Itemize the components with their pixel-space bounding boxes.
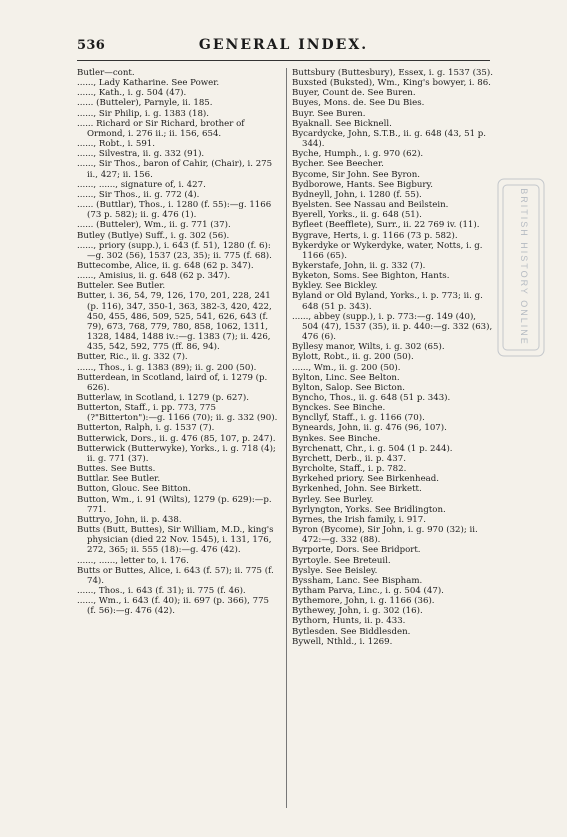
index-entry: Butterwick (Butterwyke), Yorks., i. g. 718 (4); ii. g. 771 (37). — [77, 443, 279, 464]
header-rule — [77, 60, 490, 61]
index-entry: Butts or Buttes, Alice, i. 643 (f. 57); ii. 775 (f. 74). — [77, 565, 277, 586]
index-entry: ......, ......, letter to, i. 176. — [77, 555, 189, 566]
index-entry: Butterton, Ralph, i. g. 1537 (7). — [77, 423, 215, 434]
index-entry: Bynkes. See Binche. — [292, 433, 381, 444]
index-entry: Byllesy manor, Wilts, i. g. 302 (65). — [292, 342, 445, 353]
index-entry: Bycardycke, John, S.T.B., ii. g. 648 (43, 51 p. 344). — [292, 128, 489, 150]
index-entry: Buyer, Count de. See Buren. — [292, 88, 416, 99]
index-entry: Byrtoyle. See Breteuil. — [292, 555, 391, 566]
index-entry: Bylton, Salop. See Bicton. — [292, 382, 406, 393]
index-entry: Bykley. See Bickley. — [292, 281, 378, 292]
index-entry: ...... (Butteler), Parnyle, ii. 185. — [77, 98, 213, 109]
index-entry: Byaknall. See Bicknell. — [292, 118, 392, 129]
index-entry: Byneards, John, ii. g. 476 (96, 107). — [292, 423, 447, 434]
index-entry: Byrcholte, Staff., i. p. 782. — [292, 464, 407, 475]
index-entry: Buttsbury (Buttesbury), Essex, i. g. 1537 (35). — [292, 68, 493, 78]
index-entry: Byland or Old Byland, Yorks., i. p. 773; ii. g. 648 (51 p. 343). — [292, 291, 486, 312]
index-entry: Butterton, Staff., i. pp. 773, 775 (?"Bitterton"):—g. 1166 (70); ii. g. 332 (90). — [77, 403, 278, 424]
index-entry: Buyes, Mons. de. See Du Bies. — [292, 98, 425, 109]
index-entry: Butterwick, Dors., ii. g. 476 (85, 107, p. 247). — [77, 433, 276, 444]
index-entry: Butter, Ric., ii. g. 332 (7). — [77, 352, 188, 363]
index-entry: Buttes. See Butts. — [77, 464, 156, 475]
index-entry: Bytham Parva, Linc., i. g. 504 (47). — [292, 585, 444, 596]
index-entry: ......, Sir Philip, i. g. 1383 (18). — [77, 108, 210, 119]
index-entry: ......, Lady Katharine. See Power. — [77, 78, 220, 89]
index-entry: Byrley. See Burley. — [292, 494, 374, 505]
index-entry: Byrkenhed, John. See Birkett. — [292, 484, 422, 495]
index-entry: Butteler. See Butler. — [77, 281, 166, 292]
index-entry: Button, Glouc. See Bitton. — [77, 484, 191, 495]
index-entry: Button, Wm., i. 91 (Wilts), 1279 (p. 629):—p. 771. — [77, 494, 275, 515]
index-entry: Butler—cont. — [77, 68, 135, 78]
index-entry: Byrlyngton, Yorks. See Bridlington. — [292, 504, 446, 515]
index-entry: ......, Silvestra, ii. g. 332 (91). — [77, 149, 205, 160]
index-entry: Bywell, Nthld., i. 1269. — [292, 636, 393, 647]
index-entry: ......, Robt., i. 591. — [77, 139, 155, 150]
index-entry: ......, Wm., i. 643 (f. 40); ii. 697 (p. 366), 775 (f. 56):—g. 476 (42). — [77, 596, 272, 617]
index-entry: Bythorn, Hunts, ii. p. 433. — [292, 616, 406, 627]
index-entry: Byerell, Yorks., ii. g. 648 (51). — [292, 210, 422, 221]
index-entry: ......, abbey (supp.), i. p. 773:—g. 149 (40), 504 (47), 1537 (35), ii. p. 440:—g. 332 (63), 476 (6). — [292, 311, 495, 343]
index-entry: Bythewey, John, i. g. 302 (16). — [292, 606, 423, 617]
index-entry: ......, priory (supp.), i. 643 (f. 51), 1280 (f. 6):—g. 302 (56), 1537 (23, 35); ii. 775 (f. 68). — [77, 240, 272, 261]
index-entry: Bygrave, Herts, i. g. 1166 (73 p. 582). — [292, 230, 458, 241]
index-entry: Butterlaw, in Scotland, i. 1279 (p. 627). — [77, 393, 249, 403]
index-entry: Byche, Humph., i. g. 970 (62). — [292, 149, 424, 160]
index-entry: Buttecombe, Alice, ii. g. 648 (62 p. 347). — [77, 260, 254, 271]
index-entry: Byncho, Thos., ii. g. 648 (51 p. 343). — [292, 393, 451, 403]
index-entry: Bykerstafe, John, ii. g. 332 (7). — [292, 260, 426, 271]
index-entry: Byrkehed priory. See Birkenhead. — [292, 474, 440, 485]
index-entry: Buxsted (Buksted), Wm., King's bowyer, i. 86. — [292, 78, 491, 89]
index-entry: ......, Thos., i. g. 1383 (89); ii. g. 200 (50). — [77, 362, 257, 373]
index-entry: ......, Sir Thos., ii. g. 772 (4). — [77, 189, 200, 200]
index-entry: Byelsten. See Nassau and Beilstein. — [292, 200, 449, 211]
index-entry: Byrporte, Dors. See Bridport. — [292, 545, 421, 556]
index-entry: ......, ......, signature of, i. 427. — [77, 179, 206, 190]
svg-text:BRITISH HISTORY ONLINE: BRITISH HISTORY ONLINE — [519, 188, 529, 346]
index-entry: Bydneyll, John, i. 1280 (f. 55). — [292, 189, 422, 200]
page-number: 536 — [77, 38, 106, 53]
watermark-stamp — [492, 175, 550, 360]
index-entry: Byrchenatt, Chr., i. g. 504 (1 p. 244). — [292, 443, 453, 454]
index-entry: Byrnes, the Irish family, i. 917. — [292, 514, 426, 525]
index-entry: Byron (Bycome), Sir John, i. g. 970 (32); ii. 472:—g. 332 (88). — [292, 525, 481, 546]
left-index-column — [77, 68, 279, 616]
index-entry: Byketon, Soms. See Bighton, Hants. — [292, 271, 450, 282]
index-entry: Buttlar. See Butler. — [77, 474, 161, 485]
running-head: GENERAL INDEX. — [198, 37, 369, 53]
index-entry: Bylton, Linc. See Belton. — [292, 372, 400, 383]
index-entry: Byrchett, Derb., ii. p. 437. — [292, 453, 406, 464]
index-entry: ......, Sir Thos., baron of Cahir, (Chair), i. 275 ii., 427; ii. 156. — [77, 159, 275, 180]
index-entry: Bykerdyke or Wykerdyke, water, Notts, i. g. 1166 (65). — [292, 240, 486, 261]
index-entry: Byncllyf, Staff., i. g. 1166 (70). — [292, 413, 425, 424]
index-entry: Buyr. See Buren. — [292, 108, 366, 119]
index-entry: Butts (Butt, Buttes), Sir William, M.D., king's physician (died 22 Nov. 1545), i. 131, 176, 272, 365; ii. 555 (18):—g. 476 (42). — [77, 525, 277, 556]
index-entry: Bycome, Sir John. See Byron. — [292, 169, 420, 180]
index-entry: ......, Amisius, ii. g. 648 (62 p. 347). — [77, 271, 231, 282]
index-entry: Byssham, Lanc. See Bispham. — [292, 575, 423, 586]
index-entry: Buttryo, John, ii. p. 438. — [77, 514, 182, 525]
index-entry: Bydborowe, Hants. See Bigbury. — [292, 179, 433, 190]
index-entry: Butterdean, in Scotland, laird of, i. 1279 (p. 626). — [77, 372, 270, 393]
index-entry: ...... Richard or Sir Richard, brother of Ormond, i. 276 ii.; ii. 156, 654. — [77, 118, 248, 139]
index-entry: ......, Thos., i. 643 (f. 31); ii. 775 (f. 46). — [77, 585, 246, 596]
index-entry: Bylott, Robt., ii. g. 200 (50). — [292, 352, 414, 363]
index-entry: Byslye. See Beisley. — [292, 565, 378, 576]
index-entry: Bycher. See Beecher. — [292, 159, 384, 170]
index-entry: ......, Kath., i. g. 504 (47). — [77, 88, 187, 99]
index-entry: Bytlesden. See Biddlesden. — [292, 626, 411, 637]
index-entry: ...... (Buttlar), Thos., i. 1280 (f. 55):—g. 1166 (73 p. 582); ii. g. 476 (1). — [77, 200, 274, 221]
right-index-column — [292, 68, 494, 647]
index-entry: ...... (Butteler), Wm., ii. g. 771 (37). — [77, 220, 231, 231]
index-entry: Butter, i. 36, 54, 79, 126, 170, 201, 228, 241 (p. 116), 347, 350-1, 363, 382-3, 420, 422, 450, 455, 486, 509, 525, 541, 626, 643 (f. 79), 673, 768, 779, 780, 858, 1062, 1311, 1328, 1484, 1488 iv.:—g. 1383 (7); ii. 426, 435, 542, 592, 775 (ff. 86, 94). — [77, 291, 275, 353]
index-entry: ......, Wm., ii. g. 200 (50). — [292, 362, 401, 373]
column-divider — [286, 68, 287, 808]
index-entry: Bythemore, John, i. g. 1166 (36). — [292, 596, 435, 607]
index-entry: Butley (Butlye) Suff., i. g. 302 (56). — [77, 230, 230, 241]
index-entry: Byfleet (Beefflete), Surr., ii. 22 769 iv. (11). — [292, 220, 480, 231]
index-entry: Bynckes. See Binche. — [292, 403, 386, 414]
